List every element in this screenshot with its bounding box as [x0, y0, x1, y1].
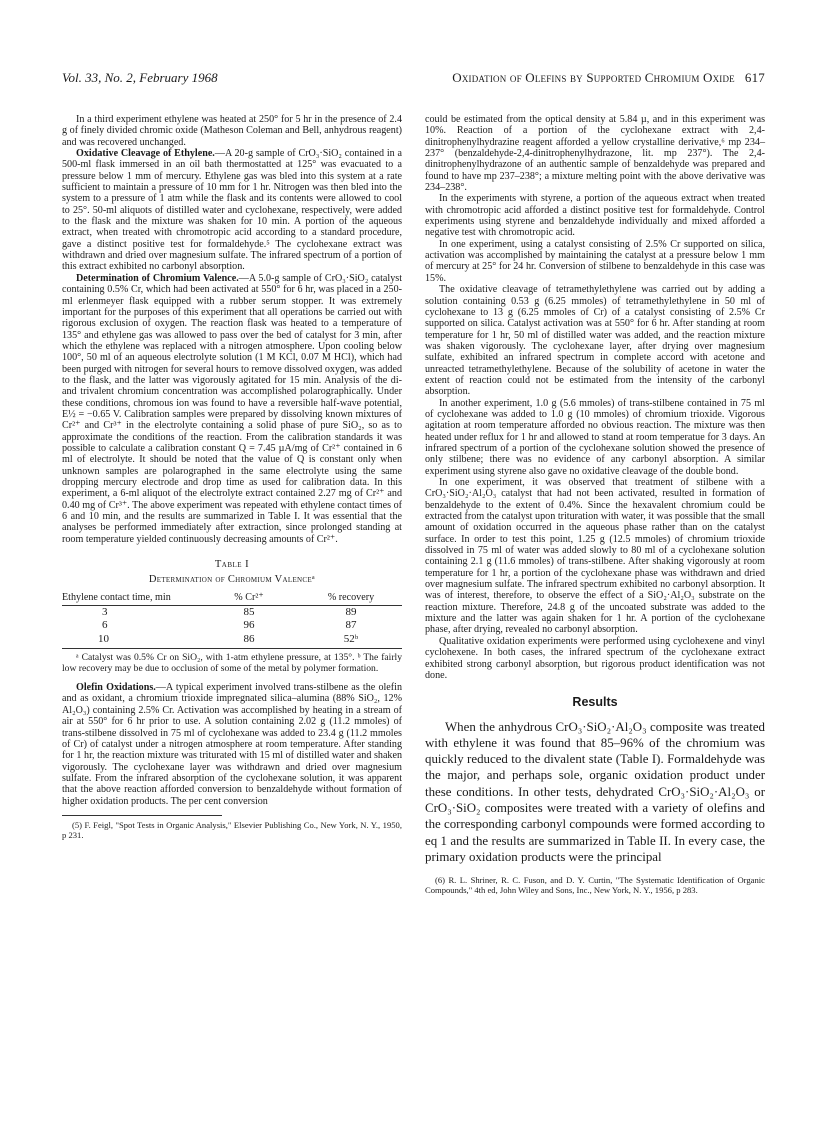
journal-volume-info: Vol. 33, No. 2, February 1968 — [62, 70, 218, 85]
paragraph: When the anhydrous CrO₃·SiO₂·Al₂O₃ composite was treated with ethylene it was found that 85–96% of the chromium was quickly reduced to the divalent state (Table I). Formaldehyde was the major, and perhaps sole, organic oxidation product under these conditions. In other tests, dehydrated CrO₃·SiO₂·Al₂O₃ or CrO₃·SiO₂ composites were treated with a variety of olefins and the corresponding carbonyl compounds were formed according to eq 1 and the results are summarized in Table II. In every case, the primary oxidation products were the principal — [425, 719, 765, 864]
page-number: 617 — [744, 70, 765, 85]
paragraph: could be estimated from the optical density at 5.84 µ, and in this experiment was 10%. Reaction of a portion of the cyclohexane extract with 2,4-dinitrophenylhydrazine reagent afforded a yellow crystalline derivative,⁶ mp 234–237° (benzaldehyde-2,4-dinitrophenylhydrazone, lit. mp 237°). The 2,4-dinitrophenylhydrazone of an authentic sample of benzaldehyde was prepared and found to have mp 237–238°; a mixture melting point with the above derivative was 234–238°. — [425, 114, 765, 194]
table-header: Ethylene contact time, min — [62, 592, 198, 606]
paragraph-body: —A 20-g sample of CrO₃·SiO₂ contained in a 500-ml flask immersed in an oil bath thermostatted at 125° was evacuated to a pressure below 1 mm of mercury. Ethylene gas was bled into this system at a rate sufficient to maintain a pressure of 10 mm for 1 hr. Nitrogen was then bled into the system to a pressure of 1 atm while the flask and its contents were allowed to cool to 25°. 50-ml aliquots of distilled water and cyclohexane, respectively, were added to the flask and the mixture was shaken for 10 min. A portion of the aqueous extract, when treated with chromotropic acid according to a standard procedure, gave a distinct positive test for formaldehyde.⁵ The cyclohexane extract was withdrawn and dried over magnesium sulfate. The infrared spectrum of a portion of this extract exhibited no carbonyl absorption. — [62, 148, 402, 273]
table-header: % Cr²⁺ — [198, 592, 300, 606]
table-row — [62, 619, 402, 632]
table-title: Determination of Chromium Valenceᵃ — [148, 574, 316, 586]
table-cell: 89 — [345, 606, 357, 619]
footnote: (6) R. L. Shriner, R. C. Fuson, and D. Y. Curtin, "The Systematic Identification of Organic Compounds," 4th ed, John Wiley and Sons, Inc., New York, N. Y., 1956, p 283. — [425, 875, 765, 896]
table-row — [62, 633, 402, 649]
running-header — [62, 70, 765, 92]
footnote-rule — [62, 815, 222, 816]
table-cell: 96 — [243, 619, 255, 632]
left-column — [62, 114, 402, 895]
two-column-body — [62, 114, 765, 895]
paragraph: In the experiments with styrene, a portion of the aqueous extract when treated with chromotropic acid afforded a distinct positive test for formaldehyde. Control experiments using styrene and benzaldehyde individually and mixed afforded a negative test with chromotropic acid. — [425, 193, 765, 239]
paragraph-body: —A typical experiment involved trans-stilbene as the olefin and as oxidant, a chromium trioxide impregnated silica–alumina (88% SiO₂, 12% Al₂O₃) containing 2.5% Cr. Activation was accomplished by heating in a stream of air at 550° for 6 hr prior to use. A solution containing 2.02 g (11.2 mmoles) of trans-stilbene dissolved in 75 ml of cyclohexane was added to 23.4 g (11.2 mmoles of Cr) of catalyst under a nitrogen atmosphere at room temperature. After standing for 1 hr, the reaction mixture was triturated with 15 ml of distilled water and shaken vigorously. The cyclohexane layer was withdrawn and dried over magnesium sulfate. From the infrared absorption of the cyclohexane solution, it was apparent that the above reaction afforded conversion to benzaldehyde without formation of higher oxidation products. The per cent conversion — [62, 682, 402, 807]
paragraph — [62, 682, 402, 807]
table-cell: 85 — [243, 606, 255, 619]
table-header-row — [62, 592, 402, 606]
table-header: % recovery — [300, 592, 402, 606]
table-row — [62, 606, 402, 620]
right-column — [425, 114, 765, 895]
table-footnotes: ᵃ Catalyst was 0.5% Cr on SiO₂, with 1-atm ethylene pressure, at 135°. ᵇ The fairly low recovery may be due to occlusion of some of the metal by polymer formation. — [62, 652, 402, 675]
paragraph: In one experiment, using a catalyst consisting of 2.5% Cr supported on silica, activation was accomplished by maintaining the catalyst at a pressure below 1 mm of mercury at 25° for 24 hr. Conversion of stilbene to benzaldehyde in this case was 15%. — [425, 238, 765, 284]
section-heading: Determination of Chromium Valence. — [76, 272, 239, 284]
paragraph — [62, 148, 402, 273]
table-cell: 3 — [102, 606, 108, 619]
table-1 — [62, 559, 402, 674]
results-heading: Results — [572, 695, 618, 710]
paragraph: Qualitative oxidation experiments were performed using cyclohexene and vinyl cyclohexene. In both cases, the infrared spectrum of the cyclohexane extract exhibited strong carbonyl absorption, but rigorous product identification was not done. — [425, 635, 765, 681]
paragraph: The oxidative cleavage of tetramethylethylene was carried out by adding a solution containing 0.53 g (6.25 mmoles) of tetramethylethylene in 50 ml of cyclohexane to 13 g (6.25 mmoles of Cr) of a catalyst consisting of 2.5% Cr supported on silica. Catalyst activation was at 550° for 6 hr. After standing at room temperature for 1 hr, 50 ml of distilled water was added, and the reaction mixture was shaken vigorously. The cyclohexane layer, after drying over magnesium sulfate, exhibited an infrared spectrum in complete accord with acetone and unreacted tetramethylethylene. Because of the solubility of acetone in water the extent of reaction could not be estimated from the intensity of the carbonyl absorption. — [425, 284, 765, 398]
section-heading: Olefin Oxidations. — [76, 682, 156, 694]
table-cell: 6 — [102, 619, 108, 632]
section-heading: Oxidative Cleavage of Ethylene. — [76, 148, 215, 160]
table-cell: 10 — [62, 633, 198, 649]
table-caption: Table I — [214, 559, 250, 571]
table-cell: 86 — [198, 633, 300, 649]
header-right — [452, 70, 765, 86]
paragraph: In a third experiment ethylene was heated at 250° for 5 hr in the presence of 2.4 g of finely divided chromic oxide (Matheson Coleman and Bell, anhydrous reagent) and was recovered unchanged. — [62, 114, 402, 148]
data-table — [62, 592, 402, 649]
paragraph — [62, 273, 402, 545]
running-title: Oxidation of Olefins by Supported Chromium Oxide — [452, 70, 735, 85]
paragraph-body: —A 5.0-g sample of CrO₃·SiO₂ catalyst containing 0.5% Cr, which had been activated at 550° for 6 hr, was placed in a 250-ml erlenmeyer flask equipped with a rubber serum stopper. It was extremely important for the purposes of this experiment that all operations be carried out with rigorous exclusion of oxygen. The reaction flask was heated to a temperature of 135° and ethylene gas was allowed to pass over the bed of catalyst for 3 min, after which the ethylene was replaced with a nitrogen atmosphere. Upon cooling below 100°, 50 ml of an aqueous electrolyte solution (1 M KCl, 0.07 M HCl), which had been purged with nitrogen for several hours to remove dissolved oxygen, was added to the flask, and the latter was vigorously agitated for 15 min. Analysis of the di- and trivalent chromium concentration was accomplished polarographically. Under these conditions, chromous ion was found to have a reversible half-wave potential, E½ = −0.65 V. Calibration samples were prepared by dissolving known mixtures of Cr²⁺ and Cr³⁺ in the electrolyte containing a solid phase of pure SiO₂, so as to approximate the conditions of the reaction. From the calibration standards it was possible to calculate a calibration constant Q = 7.45 µA/mg of Cr²⁺ contained in 6 ml of electrolyte. It should be noted that the value of Q is constant only when unknown samples are polarographed in the same electrolyte using the same dropping mercury electrode and drop time as used for calibration data. In this experiment, a 6-ml aliquot of the electrolyte extract contained 2.27 mg of Cr²⁺ and 0.40 mg of Cr³⁺. The above experiment was repeated with ethylene contact times of 6 and 10 min, and the results are summarized in Table I. It was essential that the analyses be performed immediately after extraction, since prolonged standing at room temperature yielded continuously decreasing amounts of Cr²⁺. — [62, 272, 403, 545]
results-section — [425, 719, 765, 866]
paragraph: In one experiment, it was observed that treatment of stilbene with a CrO₃·SiO₂·Al₂O₃ catalyst that had not been activated, resulted in formation of benzaldehyde to the extent of 0.4%. Since the hexavalent chromium could be extracted from the catalyst upon trituration with water, it was possible that the small amount of oxidation occurred in the aqueous phase rather than on the catalyst surface. In order to test this point, 1.25 g (12.5 mmoles) of chromium trioxide dissolved in 75 ml of water was added slowly to 80 ml of a cyclohexane solution containing 2.1 g (11.6 mmoles) of trans-stilbene. After shaking vigorously at room temperature for 1 hr, a portion of the cyclohexane phase was withdrawn and dried over magnesium sulfate. The infrared spectrum exhibited no carbonyl absorption. It was of interest, therefore, to observe the effect of a SiO₂·Al₂O₃ substrate on the reaction mixture. Therefore, 24.8 g of the uncoated substrate was added to the mixture and the latter was again shaken for 1 hr. A portion of the cyclohexane phase, after drying, revealed no carbonyl absorption. — [425, 477, 765, 636]
footnote: (5) F. Feigl, "Spot Tests in Organic Analysis," Elsevier Publishing Co., New York, N. Y., 1950, p 231. — [62, 819, 402, 840]
table-cell: 52ᵇ — [300, 633, 402, 649]
paragraph: In another experiment, 1.0 g (5.6 mmoles) of trans-stilbene contained in 75 ml of cyclohexane was added to 1.0 g (10 mmoles) of chromium trioxide. Vigorous agitation at room temperature afforded no obvious reaction. The mixture was then heated under reflux for 1 hr and allowed to stand at room temperatue for 3 days. An infrared spectrum of a portion of the cyclohexane solution showed the presence of only stilbene; there was no evidence of any carbonyl absorption. A similar experiment using styrene also gave no oxidative cleavage of the double bond. — [425, 397, 765, 477]
table-cell: 87 — [345, 619, 357, 632]
